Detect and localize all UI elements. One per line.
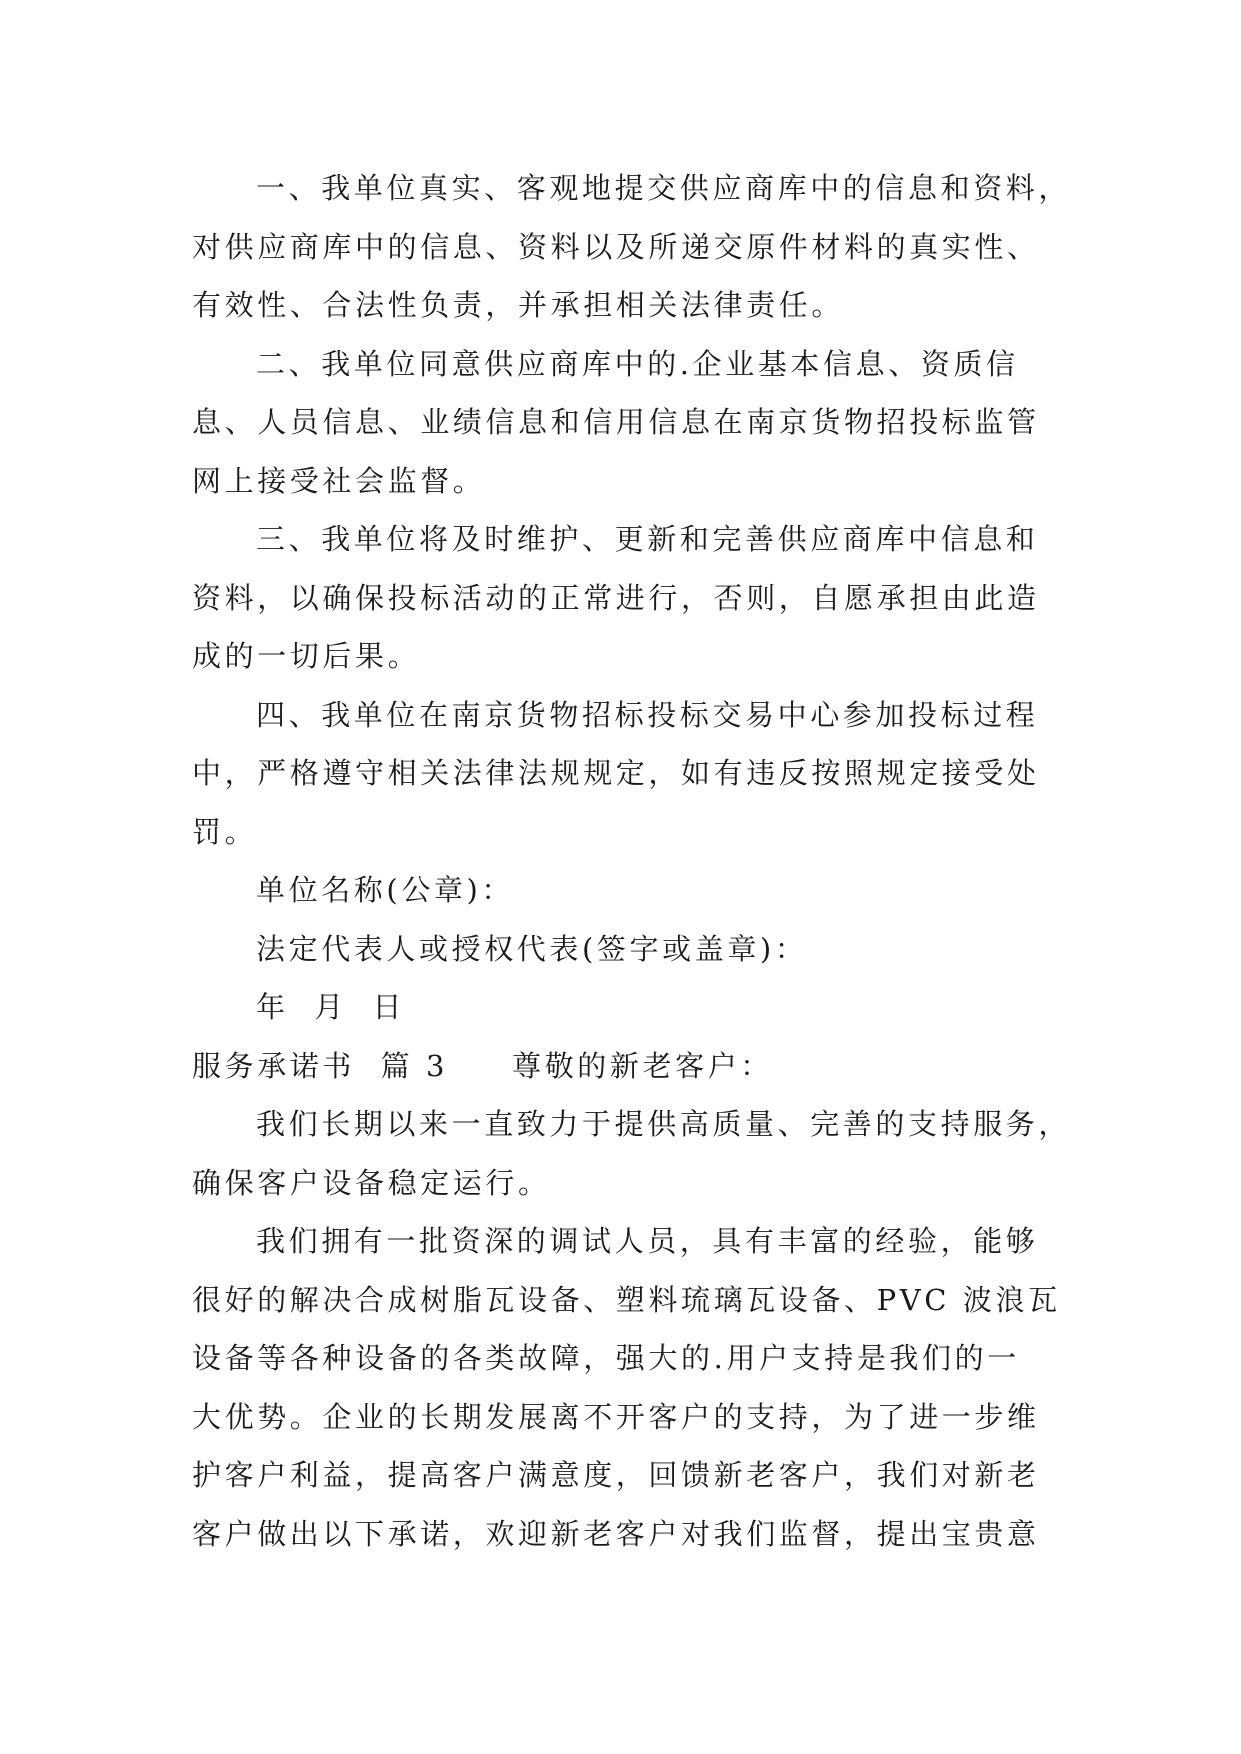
text-line: 很好的解决合成树脂瓦设备、塑料琉璃瓦设备、PVC 波浪瓦 xyxy=(192,1282,1061,1317)
text-line: 中，严格遵守相关法律法规规定，如有违反按照规定接受处 xyxy=(192,756,1040,790)
text-line: 护客户利益，提高客户满意度，回馈新老客户，我们对新老 xyxy=(192,1458,1040,1492)
document-body xyxy=(192,159,1072,1563)
text-line: 息、人员信息、业绩信息和信用信息在南京货物招投标监管 xyxy=(192,405,1040,439)
body-paragraph-2 xyxy=(192,1212,1072,1563)
paragraph-1 xyxy=(192,159,1072,335)
text-line: 网上接受社会监督。 xyxy=(192,463,486,498)
text-line: 设备等各种设备的各类故障，强大的.用户支持是我们的一 xyxy=(192,1341,1020,1375)
paragraph-4 xyxy=(192,686,1072,862)
text-line: 我们长期以来一直致力于提供高质量、完善的支持服务， xyxy=(256,1107,1072,1141)
text-line: 资料，以确保投标活动的正常进行，否则，自愿承担由此造 xyxy=(192,580,1040,615)
text-line: 二、我单位同意供应商库中的.企业基本信息、资质信 xyxy=(256,346,1019,381)
text-line: 确保客户设备稳定运行。 xyxy=(192,1165,551,1200)
text-line: 有效性、合法性负责，并承担相关法律责任。 xyxy=(192,288,845,322)
date-line: 年 月 日 xyxy=(256,990,406,1024)
text-line: 大优势。企业的长期发展离不开客户的支持，为了进一步维 xyxy=(192,1399,1040,1434)
text-line: 对供应商库中的信息、资料以及所递交原件材料的真实性、 xyxy=(192,229,1040,264)
text-line: 一、我单位真实、客观地提交供应商库中的信息和资料， xyxy=(256,171,1072,205)
signature-block xyxy=(192,861,1072,1037)
body-paragraph-1 xyxy=(192,1095,1072,1212)
text-line: 我们拥有一批资深的调试人员，具有丰富的经验，能够 xyxy=(256,1224,1039,1258)
text-line: 三、我单位将及时维护、更新和完善供应商库中信息和 xyxy=(256,522,1039,556)
paragraph-2 xyxy=(192,335,1072,511)
salutation: 尊敬的新老客户： xyxy=(512,1048,773,1083)
representative-line: 法定代表人或授权代表(签字或盖章)： xyxy=(256,931,808,966)
paragraph-3 xyxy=(192,510,1072,686)
text-line: 罚。 xyxy=(192,814,258,849)
section-title: 服务承诺书 篇 3 xyxy=(192,1048,449,1083)
text-line: 四、我单位在南京货物招标投标交易中心参加投标过程 xyxy=(256,697,1039,732)
text-line: 成的一切后果。 xyxy=(192,639,421,673)
section-heading xyxy=(192,1037,1072,1096)
text-line: 客户做出以下承诺，欢迎新老客户对我们监督，提出宝贵意 xyxy=(192,1516,1040,1551)
unit-name-line: 单位名称(公章)： xyxy=(256,873,515,907)
